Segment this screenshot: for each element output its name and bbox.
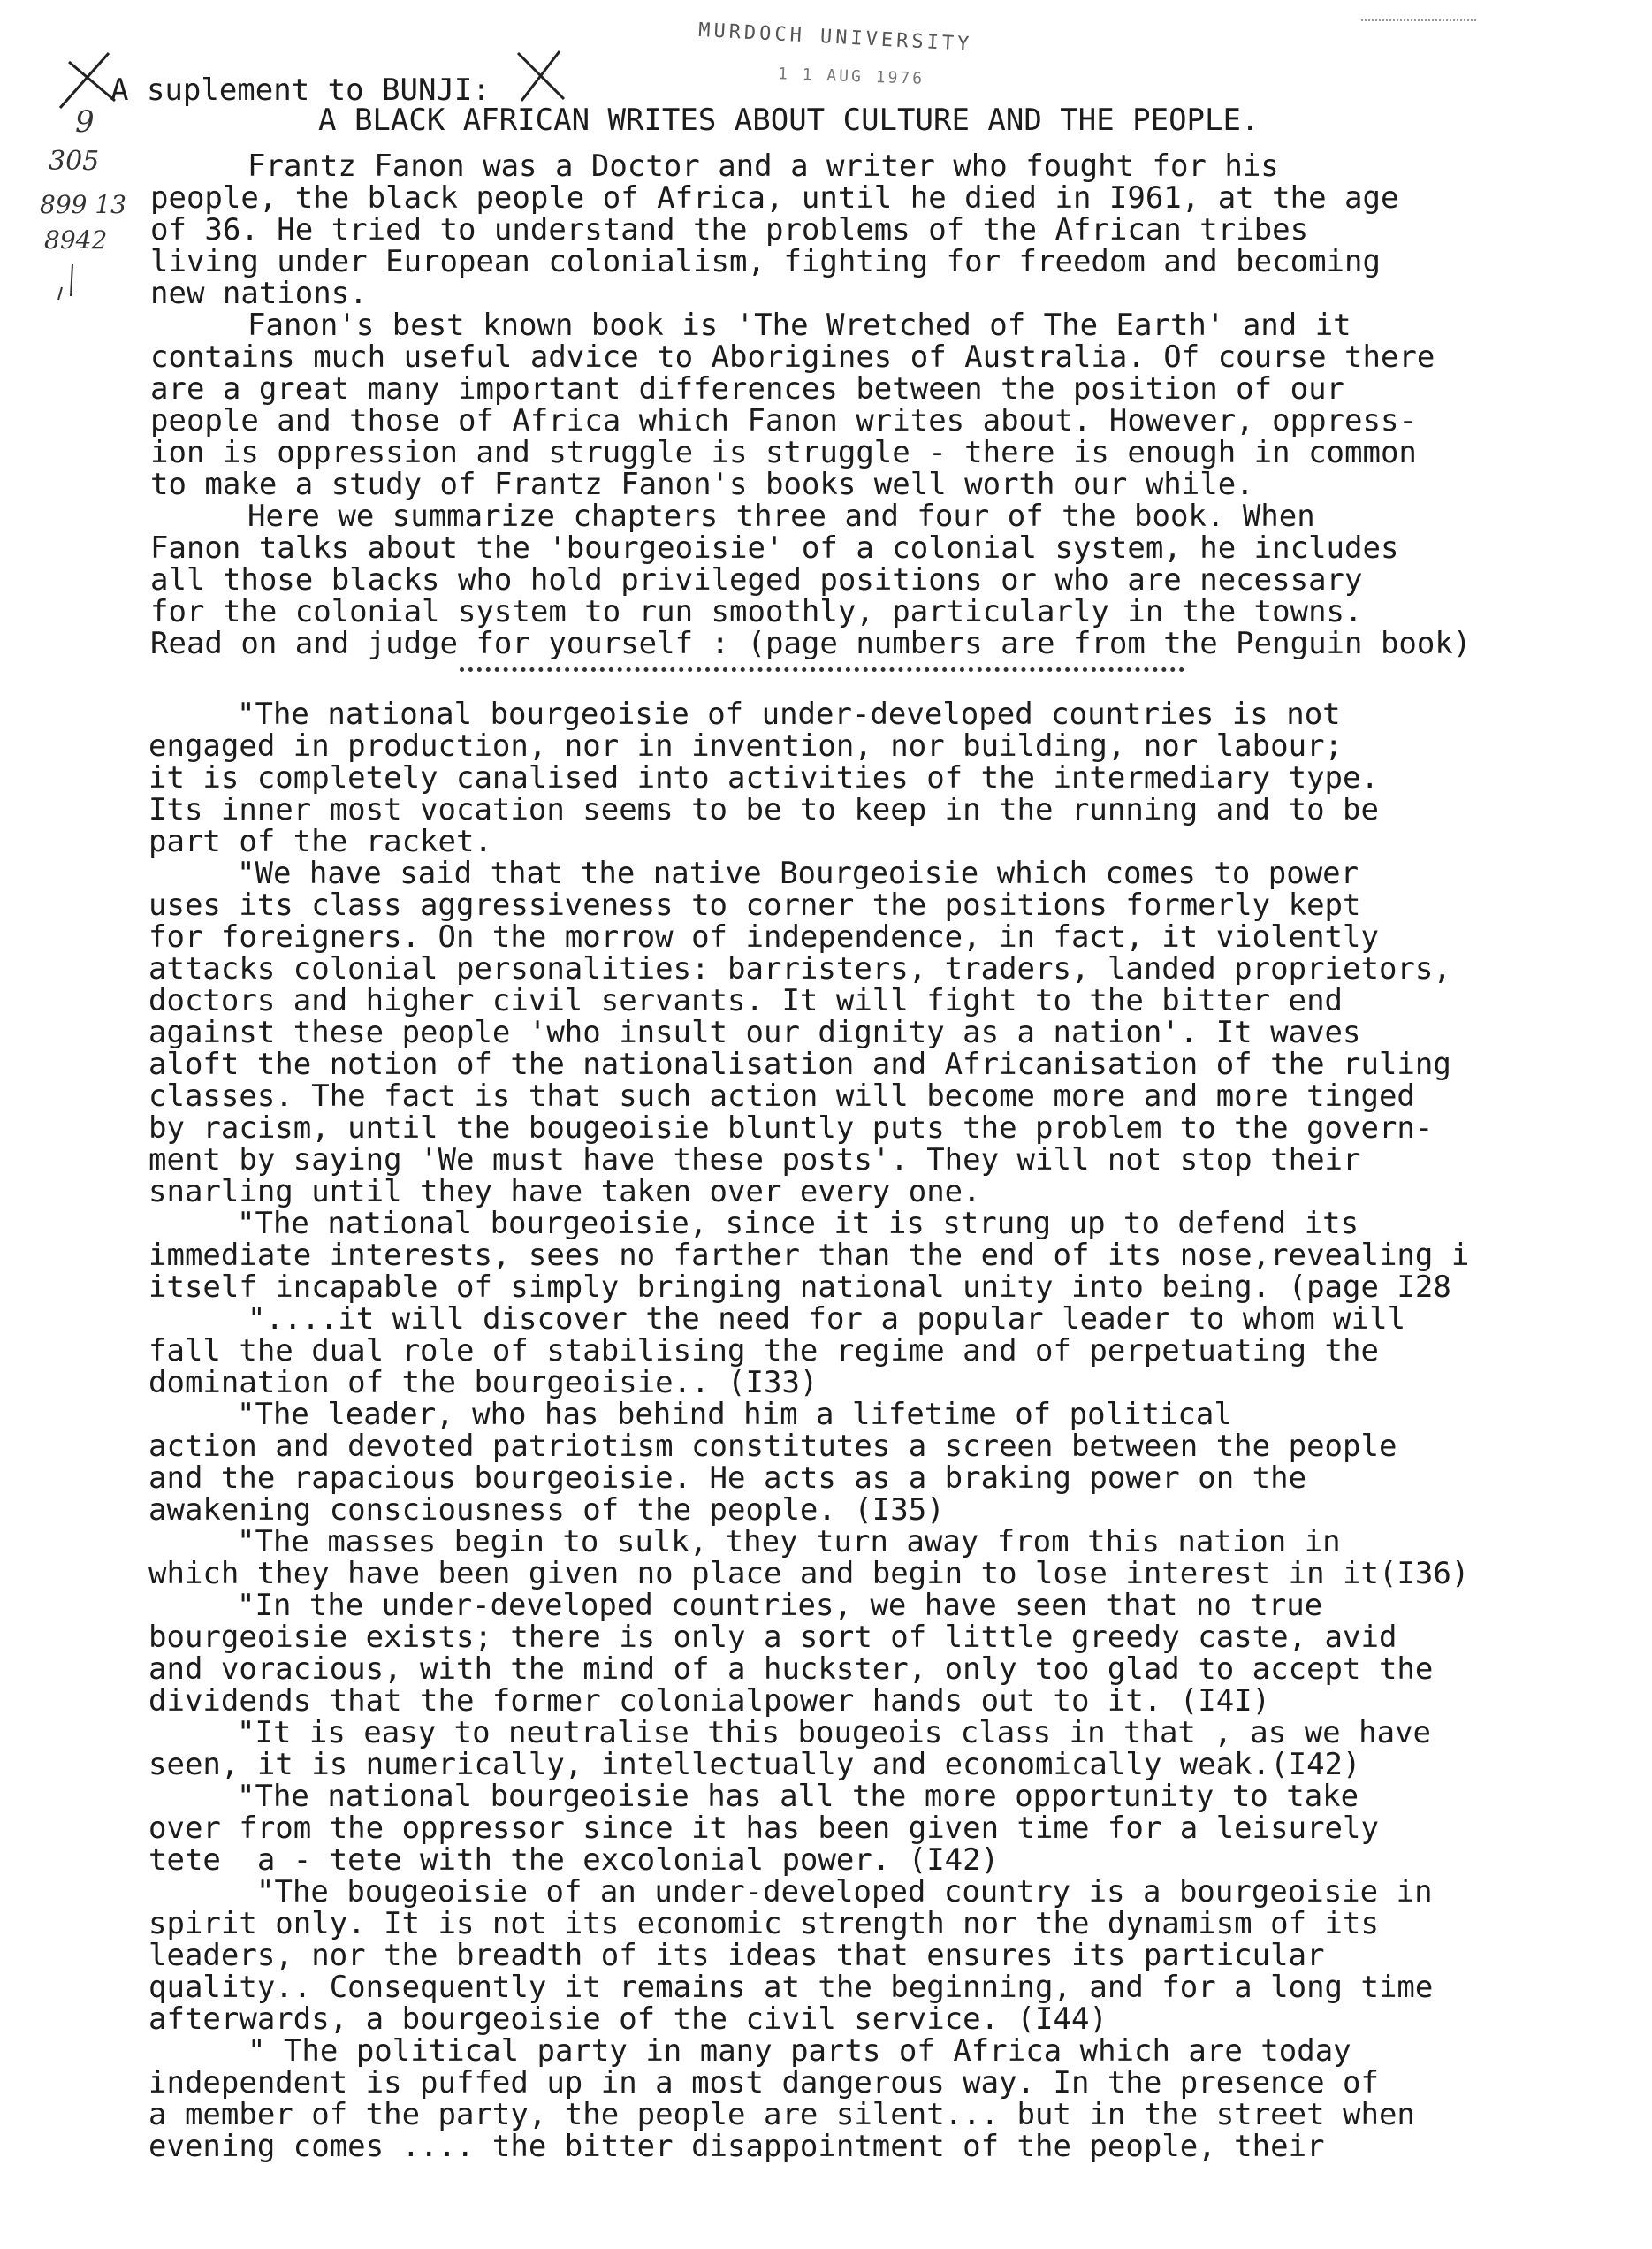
text-line: people and those of Africa which Fanon writes about. However, oppress- xyxy=(150,403,1417,438)
text-line: Here we summarize chapters three and four of the book. When xyxy=(247,499,1315,534)
text-line: contains much useful advice to Aborigines of Australia. Of course there xyxy=(150,339,1435,375)
text-line: part of the racket. xyxy=(148,824,492,859)
text-line: of 36. He tried to understand the problems of the African tribes xyxy=(150,212,1309,248)
library-stamp: MURDOCH UNIVERSITY xyxy=(697,19,973,57)
text-line: Frantz Fanon was a Doctor and a writer who fought for his xyxy=(247,149,1279,184)
dotted-divider xyxy=(460,667,1184,672)
text-line: leaders, nor the breadth of its ideas that ensures its particular xyxy=(148,1938,1325,1973)
text-line: snarling until they have taken over every one. xyxy=(148,1174,981,1209)
text-line: "It is easy to neutralise this bougeois class in that , as we have xyxy=(237,1715,1432,1750)
text-line: tete a - tete with the excolonial power. (I42) xyxy=(148,1842,1000,1878)
text-line: for the colonial system to run smoothly, particularly in the towns. xyxy=(150,594,1363,629)
text-line: "The national bourgeoisie, since it is strung up to defend its xyxy=(237,1206,1359,1241)
text-line: domination of the bourgeoisie.. (I33) xyxy=(148,1365,818,1400)
text-line: action and devoted patriotism constitutes a screen between the people xyxy=(148,1429,1397,1464)
text-line: awakening consciousness of the people. (I35) xyxy=(148,1492,945,1528)
text-line: by racism, until the bougeoisie bluntly puts the problem to the govern- xyxy=(148,1110,1434,1146)
text-line: independent is puffed up in a most dangerous way. In the presence of xyxy=(148,2065,1379,2100)
text-line: quality.. Consequently it remains at the beginning, and for a long time xyxy=(148,1970,1434,2005)
text-line: against these people 'who insult our dignity as a nation'. It waves xyxy=(148,1015,1361,1050)
text-line: uses its class aggressiveness to corner the positions formerly kept xyxy=(148,888,1361,923)
text-line: living under European colonialism, fighting for freedom and becoming xyxy=(150,244,1381,279)
text-line: Read on and judge for yourself : (page numbers are from the Penguin book) xyxy=(150,626,1472,661)
text-line: Its inner most vocation seems to be to keep in the running and to be xyxy=(148,792,1379,827)
handwritten-margin-stroke xyxy=(53,261,88,314)
handwritten-cross-mark-title xyxy=(511,46,573,108)
text-line: "In the under-developed countries, we have seen that no true xyxy=(237,1588,1323,1623)
supplement-line: A suplement to BUNJI: xyxy=(110,72,491,108)
text-line: over from the oppressor since it has been given time for a leisurely xyxy=(148,1811,1379,1846)
text-line: aloft the notion of the nationalisation and Africanisation of the ruling xyxy=(148,1047,1451,1082)
text-line: attacks colonial personalities: barristers, traders, landed proprietors, xyxy=(148,951,1451,987)
text-line: new nations. xyxy=(150,276,368,311)
text-line: all those blacks who hold privileged positions or who are necessary xyxy=(150,562,1363,598)
text-line: classes. The fact is that such action will become more and more tinged xyxy=(148,1079,1415,1114)
handwritten-note-3: 8942 xyxy=(44,225,108,255)
text-line: "The bougeoisie of an under-developed country is a bourgeoisie in xyxy=(256,1874,1433,1910)
text-line: which they have been given no place and begin to lose interest in it(I36) xyxy=(148,1556,1470,1591)
text-line: are a great many important differences between the position of our xyxy=(150,371,1345,407)
text-line: itself incapable of simply bringing national unity into being. (page I28 xyxy=(148,1269,1451,1305)
text-line: "....it will discover the need for a popular leader to whom will xyxy=(247,1301,1406,1337)
text-line: Fanon's best known book is 'The Wretched of The Earth' and it xyxy=(247,308,1351,343)
text-line: "The national bourgeoisie has all the more opportunity to take xyxy=(237,1779,1359,1814)
text-line: afterwards, a bourgeoisie of the civil service. (I44) xyxy=(148,2001,1108,2037)
text-line: ment by saying 'We must have these posts'. They will not stop their xyxy=(148,1142,1361,1178)
text-line: to make a study of Frantz Fanon's books well worth our while. xyxy=(150,467,1254,502)
handwritten-note-4: 9 xyxy=(75,104,95,140)
text-line: engaged in production, nor in invention, nor building, nor labour; xyxy=(148,728,1344,764)
document-title: A BLACK AFRICAN WRITES ABOUT CULTURE AND THE PEOPLE. xyxy=(318,103,1260,138)
text-line: for foreigners. On the morrow of independence, in fact, it violently xyxy=(148,919,1379,955)
handwritten-note-1: 305 xyxy=(49,146,100,177)
text-line: "The masses begin to sulk, they turn away from this nation in xyxy=(237,1524,1341,1559)
text-line: spirit only. It is not its economic strength nor the dynamism of its xyxy=(148,1906,1379,1941)
text-line: " The political party in many parts of Africa which are today xyxy=(247,2033,1351,2069)
text-line: seen, it is numerically, intellectually and economically weak.(I42) xyxy=(148,1747,1361,1782)
handwritten-note-2: 899 13 xyxy=(40,190,126,219)
text-line: it is completely canalised into activities of the intermediary type. xyxy=(148,760,1379,796)
text-line: dividends that the former colonialpower hands out to it. (I4I) xyxy=(148,1683,1271,1719)
stamp-date: 1 1 AUG 1976 xyxy=(777,65,925,88)
text-line: and voracious, with the mind of a huckster, only too glad to accept the xyxy=(148,1651,1434,1687)
text-line: "We have said that the native Bourgeoisie which comes to power xyxy=(237,856,1359,891)
text-line: "The national bourgeoisie of under-developed countries is not xyxy=(237,697,1341,732)
text-line: doctors and higher civil servants. It will fight to the bitter end xyxy=(148,983,1344,1018)
text-line: evening comes .... the bitter disappointment of the people, their xyxy=(148,2129,1325,2164)
text-line: Fanon talks about the 'bourgeoisie' of a colonial system, he includes xyxy=(150,530,1399,566)
text-line: a member of the party, the people are silent... but in the street when xyxy=(148,2097,1415,2132)
text-line: ion is oppression and struggle is struggle - there is enough in common xyxy=(150,435,1417,470)
text-line: and the rapacious bourgeoisie. He acts as a braking power on the xyxy=(148,1460,1307,1496)
text-line: immediate interests, sees no farther than the end of its nose,revealing i xyxy=(148,1238,1470,1273)
text-line: "The leader, who has behind him a lifetime of political xyxy=(237,1397,1232,1432)
corner-scan-mark xyxy=(1361,19,1476,21)
text-line: fall the dual role of stabilising the regime and of perpetuating the xyxy=(148,1333,1379,1368)
text-line: people, the black people of Africa, until he died in I961, at the age xyxy=(150,180,1399,216)
text-line: bourgeoisie exists; there is only a sort of little greedy caste, avid xyxy=(148,1620,1397,1655)
